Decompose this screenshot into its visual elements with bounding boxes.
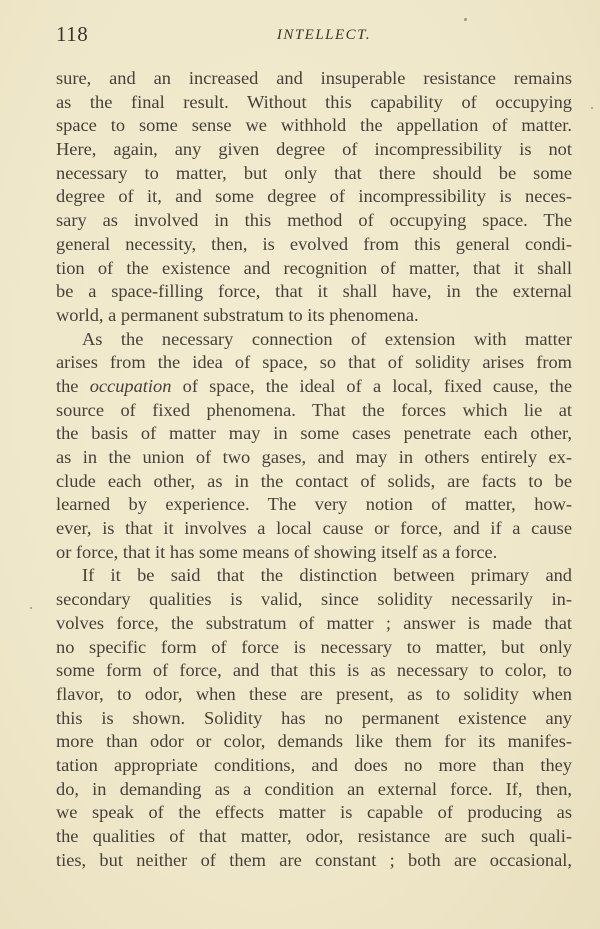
scan-speck [464, 18, 467, 21]
text-span: of space, the ideal of a local, fixed cause, the [171, 375, 572, 396]
text-line: as in the union of two gases, and may in others entirely ex- [56, 447, 572, 467]
text-line: flavor, to odor, when these are present, as to solidity when [56, 683, 572, 704]
paragraph [56, 564, 572, 872]
text-span: the [56, 375, 90, 396]
text-line: do, in demanding as a condition an external force. If, then, [56, 778, 572, 799]
text-line: secondary qualities is valid, since solidity necessarily in- [56, 589, 572, 610]
text-line: ties, but neither of them are constant ; both are occasional, [56, 849, 572, 870]
running-head: INTELLECT. [276, 27, 372, 43]
text-line: general necessity, then, is evolved from this general condi- [56, 233, 572, 254]
text-line: sure, and an increased and insuperable resistance remains [56, 68, 572, 88]
italic-emphasis: occupation [89, 375, 172, 396]
text-line: tion of the existence and recognition of matter, that it shall [56, 257, 572, 278]
text-line: be a space-filling force, that it shall have, in the external [56, 281, 572, 302]
page-header [56, 22, 572, 52]
text-line: ever, is that it involves a local cause or force, and if a cause [56, 518, 572, 539]
text-line: this is shown. Solidity has no permanent existence any [56, 707, 572, 728]
page-number: 118 [56, 22, 89, 46]
text-line: the qualities of that matter, odor, resistance are such quali- [56, 826, 572, 846]
text-line: more than odor or color, demands like them for its manifes- [56, 731, 572, 752]
text-line: necessary to matter, but only that there should be some [56, 162, 572, 183]
text-line: source of fixed phenomena. That the forces which lie at [56, 399, 572, 420]
text-line: As the necessary connection of extension with matter [82, 328, 572, 349]
text-line: Here, again, any given degree of incompressibility is not [56, 139, 572, 160]
text-line: tation appropriate conditions, and does no more than they [56, 754, 572, 775]
scan-speck [30, 607, 32, 609]
text-line: degree of it, and some degree of incompressibility is neces- [56, 186, 572, 207]
text-line: arises from the idea of space, so that of solidity arises from [56, 352, 572, 373]
text-line: space to some sense we withhold the appellation of matter. [56, 115, 572, 136]
text-line: some form of force, and that this is as necessary to color, to [56, 660, 572, 681]
text-line: learned by experience. The very notion of matter, how- [56, 494, 572, 515]
text-line: no specific form of force is necessary to matter, but only [56, 636, 572, 657]
text-line: as the final result. Without this capability of occupying [56, 91, 572, 112]
text-line: we speak of the effects matter is capable of producing as [56, 802, 572, 823]
text-line: clude each other, as in the contact of solids, are facts to be [56, 470, 572, 491]
text-line [56, 375, 572, 399]
text-line: If it be said that the distinction between primary and [82, 565, 572, 586]
text-line: or force, that it has some means of showing itself as a force. [56, 541, 498, 562]
paragraph [56, 67, 572, 328]
scan-speck [591, 107, 593, 109]
paragraph [56, 328, 572, 565]
text-line: the basis of matter may in some cases penetrate each other, [56, 423, 572, 444]
body-text [56, 67, 572, 872]
text-line: sary as involved in this method of occupying space. The [56, 210, 572, 231]
text-line: world, a permanent substratum to its phenomena. [56, 304, 419, 325]
text-line: volves force, the substratum of matter ; answer is made that [56, 612, 572, 633]
